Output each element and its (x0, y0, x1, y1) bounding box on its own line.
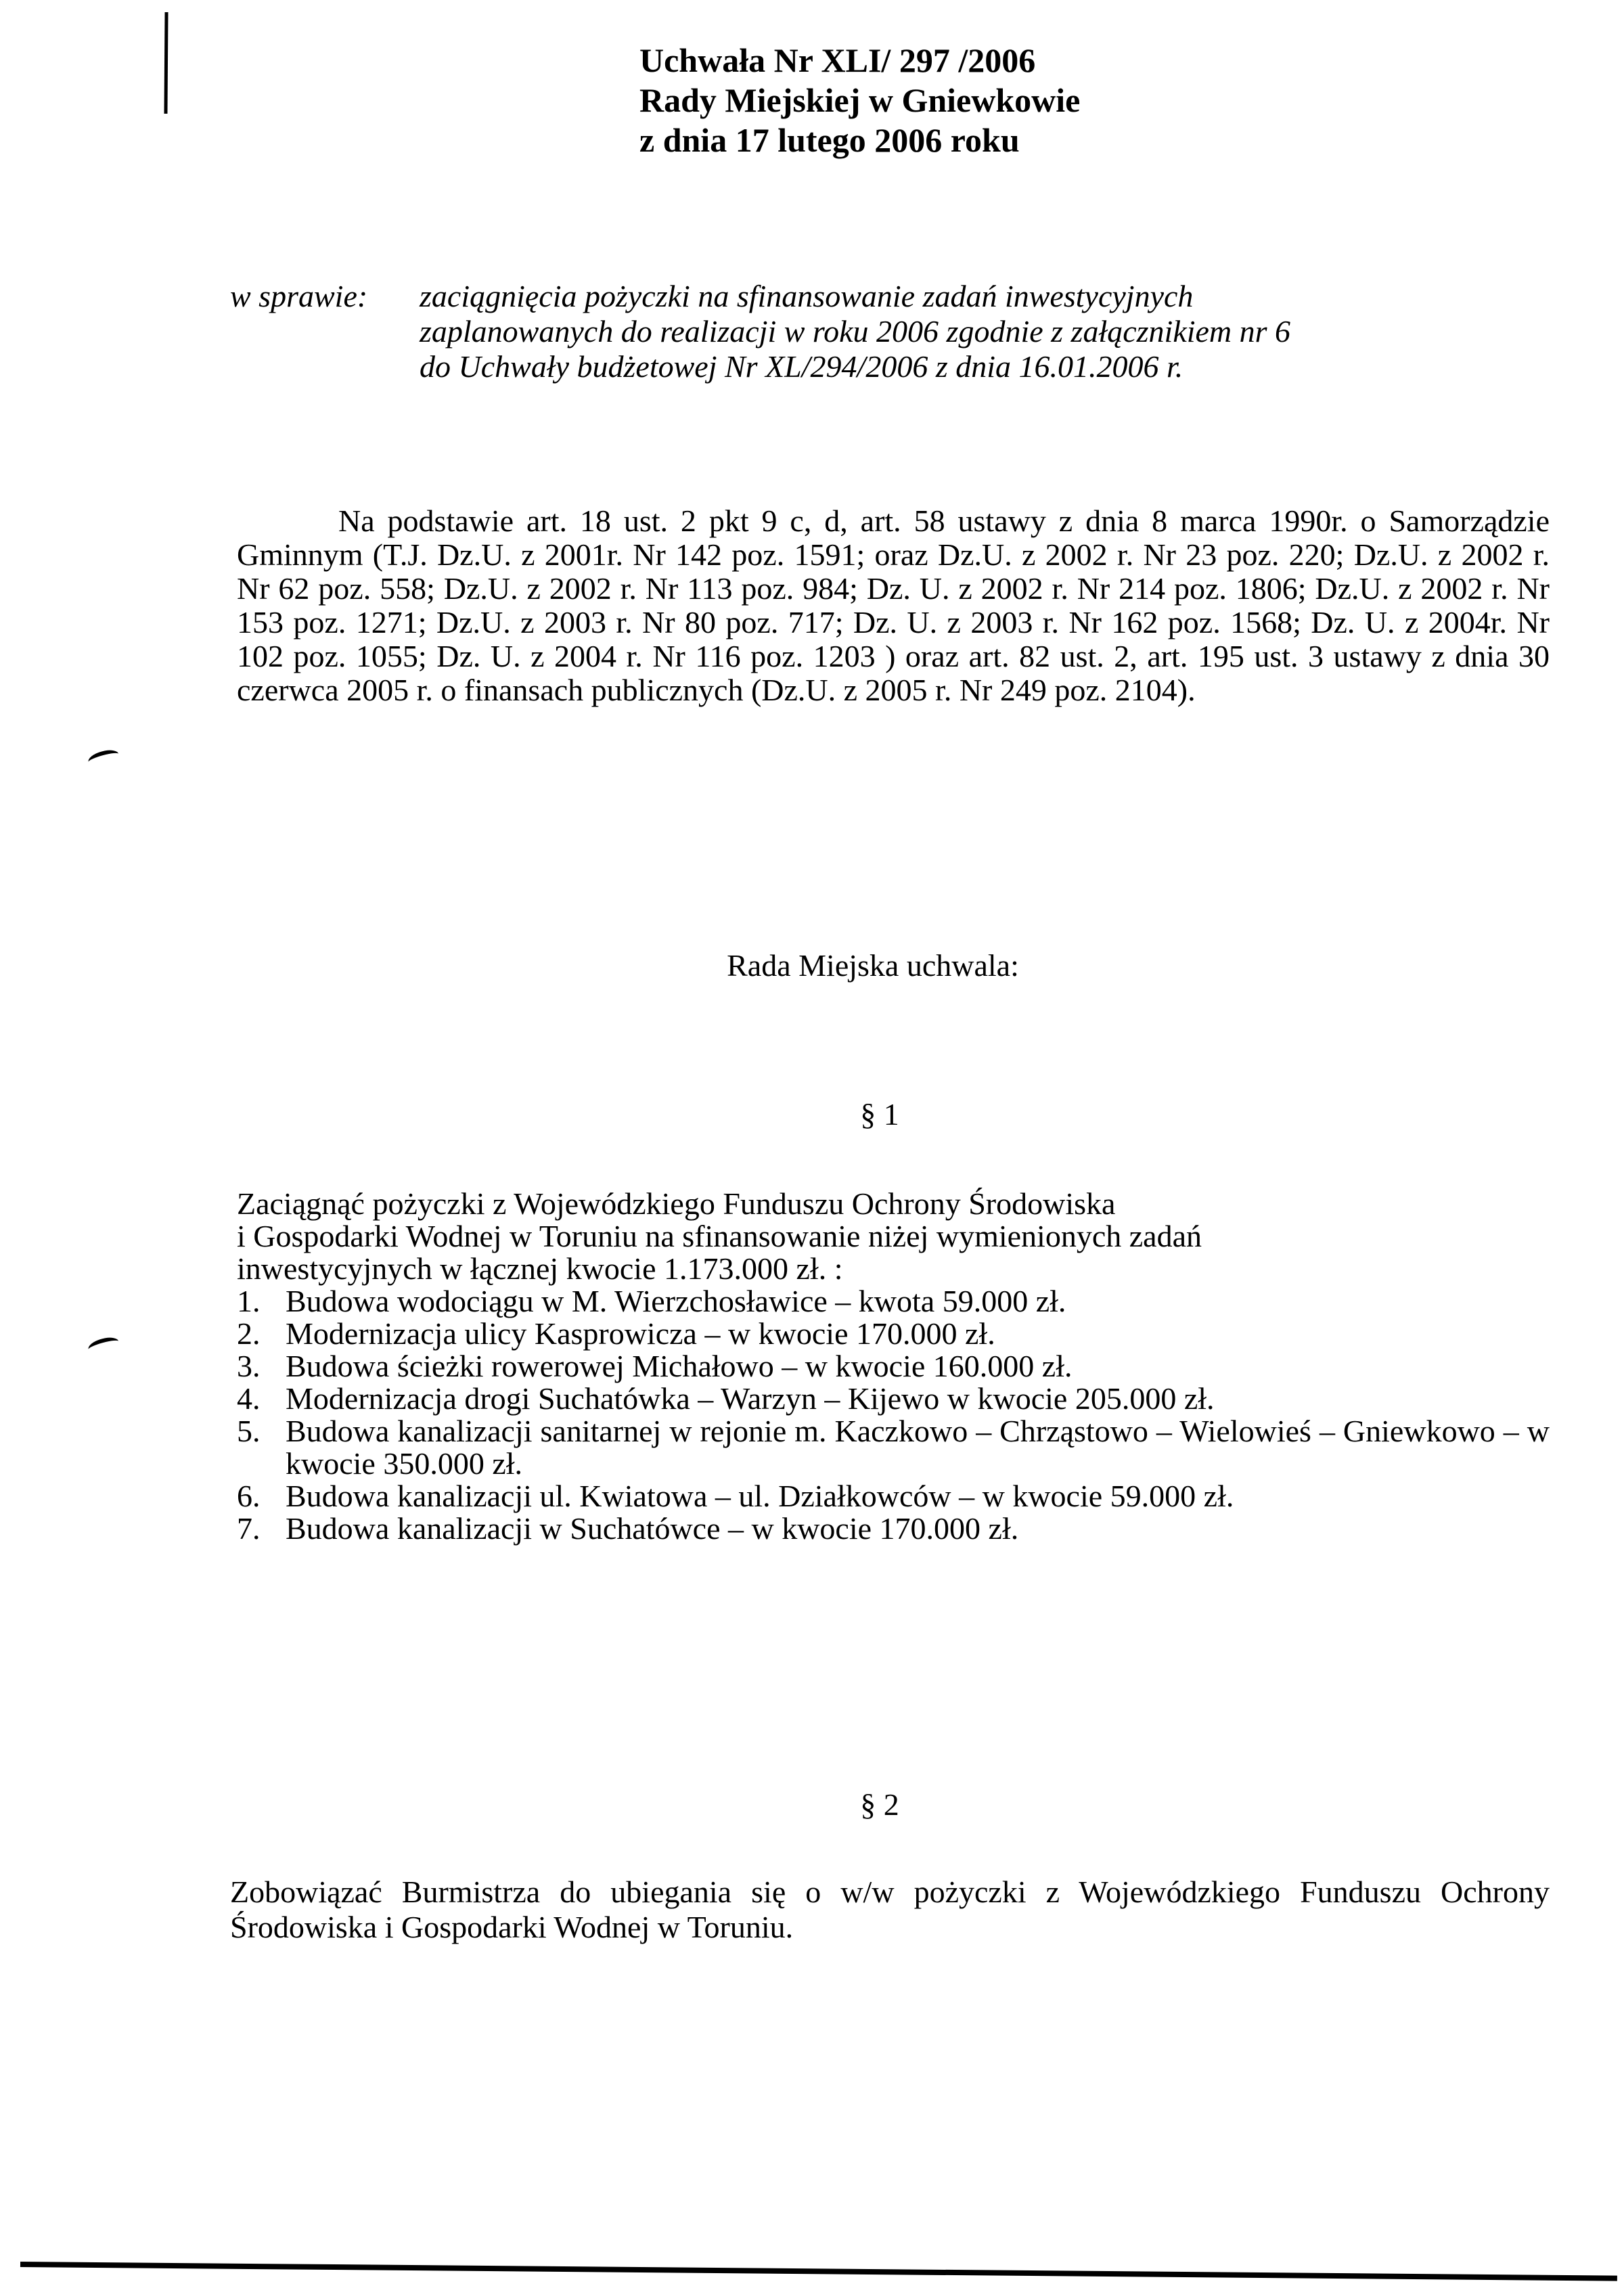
task-item (237, 1350, 1550, 1383)
resolves-heading: Rada Miejska uchwala: (727, 948, 1019, 983)
task-text: Budowa wodociągu w M. Wierzchosławice – kwota 59.000 zł. (286, 1284, 1066, 1318)
task-number: 1. (237, 1284, 261, 1318)
task-number: 5. (237, 1414, 261, 1448)
legal-basis-text: Na podstawie art. 18 ust. 2 pkt 9 c, d, art. 58 ustawy z dnia 8 marca 1990r. o Samorządzie Gminnym (T.J. Dz.U. z 2001r. Nr 142 poz. 1591; oraz Dz.U. z 2002 r. Nr 23 poz. 220; Dz.U. z 2002 r. Nr 62 poz. 558; Dz.U. z 2002 r. Nr 113 poz. 984; Dz. U. z 2002 r. Nr 214 poz. 1806; Dz.U. z 2002 r. Nr 153 poz. 1271; Dz.U. z 2003 r. Nr 80 poz. 717; Dz. U. z 2003 r. Nr 162 poz. 1568; Dz. U. z 2004r. Nr 102 poz. 1055; Dz. U. z 2004 r. Nr 116 poz. 1203 ) oraz art. 82 ust. 2, art. 195 ust. 3 ustawy z dnia 30 czerwca 2005 r. o finansach publicznych (Dz.U. z 2005 r. Nr 249 poz. 2104). (237, 503, 1550, 707)
task-item (237, 1285, 1550, 1318)
subject-label: w sprawie: (230, 279, 368, 313)
resolution-header (639, 41, 1080, 160)
section-2-body: Zobowiązać Burmistrza do ubiegania się o w/w pożyczki z Wojewódzkiego Funduszu Ochrony Środowiska i Gospodarki Wodnej w Toruniu. (230, 1875, 1550, 1944)
page-bottom-edge-line (20, 2262, 1617, 2281)
investment-task-list (237, 1285, 1550, 1545)
task-text: Budowa kanalizacji w Suchatówce – w kwocie 170.000 zł. (286, 1511, 1019, 1546)
intro-line: inwestycyjnych w łącznej kwocie 1.173.000 zł. : (237, 1251, 843, 1286)
legal-basis-paragraph (237, 504, 1550, 707)
task-text: Budowa ścieżki rowerowej Michałowo – w kwocie 160.000 zł. (286, 1349, 1073, 1383)
task-number: 6. (237, 1479, 261, 1513)
subject-line: zaplanowanych do realizacji w roku 2006 zgodnie z załącznikiem nr 6 (420, 314, 1291, 349)
task-text: Budowa kanalizacji ul. Kwiatowa – ul. Działkowców – w kwocie 59.000 zł. (286, 1479, 1234, 1513)
margin-punch-mark (87, 1335, 120, 1355)
task-number: 2. (237, 1316, 261, 1351)
task-item (237, 1415, 1550, 1480)
task-item (237, 1480, 1550, 1512)
subject-line: do Uchwały budżetowej Nr XL/294/2006 z dnia 16.01.2006 r. (420, 349, 1183, 384)
resolution-date: z dnia 17 lutego 2006 roku (639, 121, 1020, 159)
task-item (237, 1512, 1550, 1545)
task-item (237, 1383, 1550, 1415)
task-text: Budowa kanalizacji sanitarnej w rejonie m. Kaczkowo – Chrząstowo – Wielowieś – Gniewkowo – w kwocie 350.000 zł. (286, 1414, 1550, 1481)
resolution-subject (230, 279, 1516, 384)
task-text: Modernizacja drogi Suchatówka – Warzyn – Kijewo w kwocie 205.000 zł. (286, 1381, 1215, 1416)
scan-mark-vertical-line (164, 12, 168, 114)
resolution-issuer: Rady Miejskiej w Gniewkowie (639, 81, 1081, 119)
resolution-number: Uchwała Nr XLI/ 297 /2006 (639, 41, 1036, 79)
subject-text (420, 279, 1516, 384)
section-1-heading: § 1 (860, 1097, 899, 1131)
intro-line: Zaciągnąć pożyczki z Wojewódzkiego Funduszu Ochrony Środowiska (237, 1186, 1116, 1221)
section-1-body (237, 1188, 1550, 1545)
intro-line: i Gospodarki Wodnej w Toruniu na sfinansowanie niżej wymienionych zadań (237, 1219, 1202, 1253)
section-1-intro (237, 1188, 1550, 1285)
margin-punch-mark (87, 747, 120, 768)
section-2-heading: § 2 (860, 1787, 899, 1822)
task-item (237, 1318, 1550, 1350)
subject-line: zaciągnięcia pożyczki na sfinansowanie zadań inwestycyjnych (420, 279, 1194, 313)
task-number: 7. (237, 1511, 261, 1546)
task-text: Modernizacja ulicy Kasprowicza – w kwocie 170.000 zł. (286, 1316, 995, 1351)
task-number: 4. (237, 1381, 261, 1416)
task-number: 3. (237, 1349, 261, 1383)
